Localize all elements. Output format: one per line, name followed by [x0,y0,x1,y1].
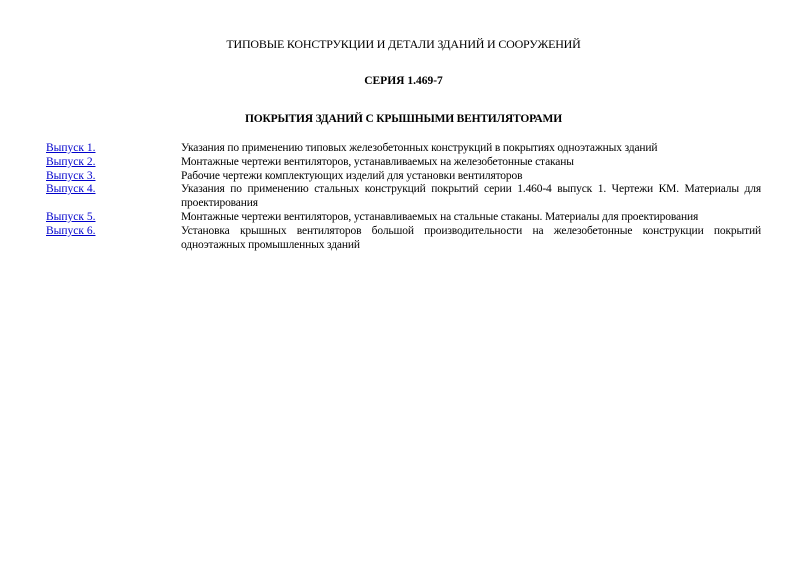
issue-link-4[interactable]: Выпуск 4. [46,183,96,196]
list-item [46,211,761,225]
issue-description-1: Указания по применению типовых железобетонных конструкций в покрытиях одноэтажных зданий [181,142,658,154]
issue-description-3: Рабочие чертежи комплектующих изделий для установки вентиляторов [181,169,523,182]
issue-description-2: Монтажные чертежи вентиляторов, устанавливаемых на железобетонные стаканы [181,155,574,168]
issue-link-6[interactable]: Выпуск 6. [46,224,96,237]
issue-link-3[interactable]: Выпуск 3. [46,169,96,182]
list-item [46,225,761,253]
issue-description-4: Указания по применению стальных конструкций покрытий серии 1.460-4 выпуск 1. Чертежи КМ. Материалы для проектирования [181,183,761,210]
list-item [46,170,761,184]
issue-link-1[interactable]: Выпуск 1. [46,142,96,154]
document-title: ТИПОВЫЕ КОНСТРУКЦИИ И ДЕТАЛИ ЗДАНИЙ И СООРУЖЕНИЙ [226,37,581,51]
issue-description-6: Установка крышных вентиляторов большой производительности на железобетонные конструкции покрытий одноэтажных промышленных зданий [181,224,761,251]
document-subtitle: ПОКРЫТИЯ ЗДАНИЙ С КРЫШНЫМИ ВЕНТИЛЯТОРАМИ [245,113,562,125]
issue-link-5[interactable]: Выпуск 5. [46,210,96,223]
issue-description-5: Монтажные чертежи вентиляторов, устанавливаемых на стальные стаканы. Материалы для проектирования [181,210,699,223]
list-item [46,142,761,156]
series-number: СЕРИЯ 1.469-7 [364,75,443,87]
issue-link-2[interactable]: Выпуск 2. [46,155,96,168]
list-item [46,156,761,170]
issues-list [46,142,761,252]
list-item [46,183,761,211]
